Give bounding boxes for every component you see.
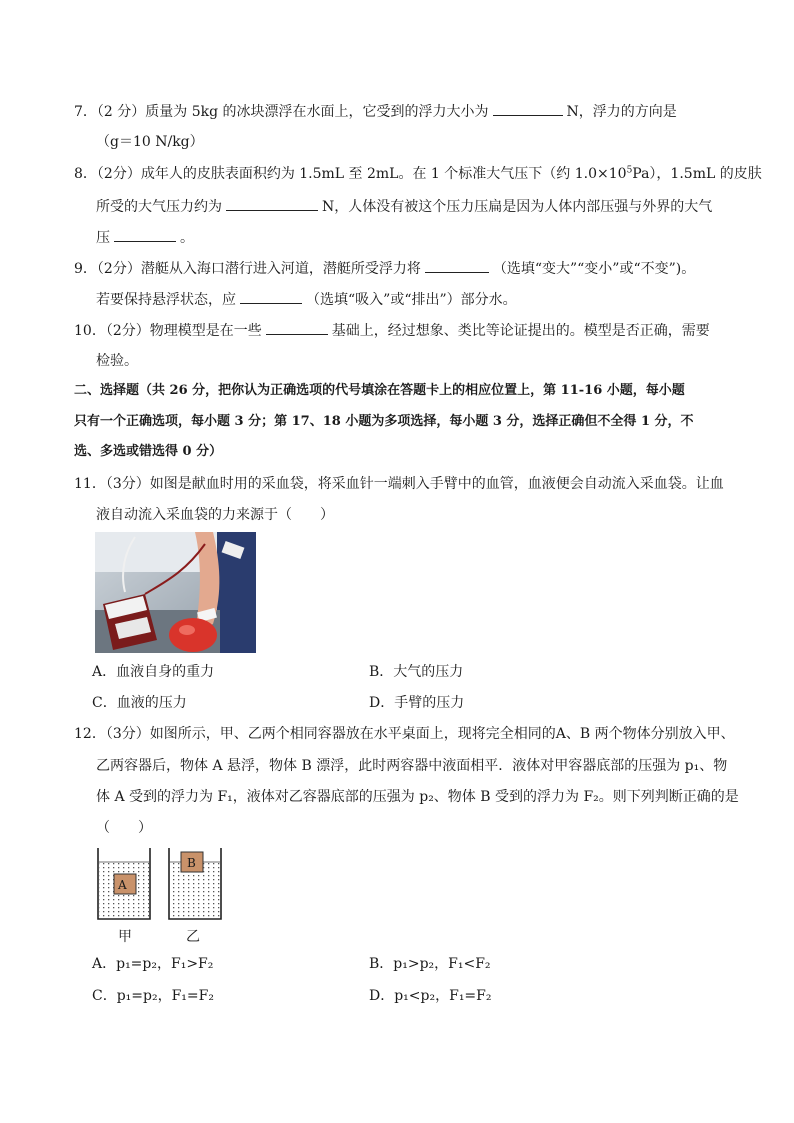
q10-line-1: 10．（2分）物理模型是在一些 基础上，经过想象、类比等论证提出的。模型是否正确，需要: [74, 320, 710, 341]
q9-blank-2[interactable]: [240, 289, 302, 304]
q7-line-2: （g＝10 N/kg）: [96, 134, 204, 150]
q9-line-1: 9．（2分）潜艇从入海口潜行进入河道，潜艇所受浮力将 （选填“变大”“变小”或“不变”)。: [74, 258, 695, 279]
q12-line-3: 体 A 受到的浮力为 F₁，液体对乙容器底部的压强为 p₂、物体 B 受到的浮力为 F₂。则下列判断正确的是: [96, 789, 739, 805]
q9-line-2: 若要保持悬浮状态，应 （选填“吸入”或“排出”）部分水。: [96, 289, 517, 310]
q8-line-2: 所受的大气压力约为 N，人体没有被这个压力压扁是因为人体内部压强与外界的大气: [96, 196, 712, 217]
q10-line-2: 检验。: [96, 353, 138, 369]
q11-option-d[interactable]: D．手臂的压力: [369, 695, 465, 711]
q12-option-d[interactable]: D．p₁<p₂，F₁=F₂: [369, 988, 492, 1004]
q8-blank-1[interactable]: [226, 196, 318, 211]
q8-line-3: 压 。: [96, 227, 194, 248]
container-jia-caption: 甲: [118, 929, 132, 945]
block-a-label: A: [118, 878, 127, 892]
q11-option-c[interactable]: C．血液的压力: [92, 695, 187, 711]
q11-line-1: 11．（3分）如图是献血时用的采血袋，将采血针一端刺入手臂中的血管，血液便会自动流入采血袋。让血: [74, 476, 724, 492]
q8-blank-2[interactable]: [114, 227, 176, 242]
q7-line-1: 7．（2 分）质量为 5kg 的冰块漂浮在水面上，它受到的浮力大小为 N，浮力的方向是: [74, 101, 677, 122]
q12-line-1: 12．（3分）如图所示，甲、乙两个相同容器放在水平桌面上，现将完全相同的A、B 两个物体分别放入甲、: [74, 726, 735, 742]
q8-line-1: 8．（2分）成年人的皮肤表面积约为 1.5mL 至 2mL。在 1 个标准大气压下（约 $1.0\times 10^5Pa$），1.5mL 的皮肤: [74, 165, 762, 182]
q11-option-a[interactable]: A．血液自身的重力: [92, 664, 215, 680]
q12-option-a[interactable]: A．p₁=p₂，F₁>F₂: [92, 956, 214, 972]
q12-line-4: （ ）: [96, 820, 152, 836]
section-2-heading-line-2: 只有一个正确选项，每小题 3 分；第 17、18 小题为多项选择，每小题 3 分，选择正确但不全得 1 分，不: [74, 414, 694, 429]
q12-option-c[interactable]: C．p₁=p₂，F₁=F₂: [92, 988, 214, 1004]
container-yi-caption: 乙: [186, 929, 200, 945]
q9-blank-1[interactable]: [425, 258, 489, 273]
q10-blank-1[interactable]: [266, 320, 328, 335]
q12-line-2: 乙两容器后，物体 A 悬浮，物体 B 漂浮，此时两容器中液面相平．液体对甲容器底部的压强为 p₁、物: [96, 758, 728, 774]
section-2-heading-line-3: 选、多选或错选得 0 分）: [74, 444, 223, 459]
q7-blank-1[interactable]: [493, 101, 563, 116]
q12-option-b[interactable]: B．p₁>p₂，F₁<F₂: [369, 956, 491, 972]
q11-line-2: 液自动流入采血袋的力来源于（ ）: [96, 507, 334, 523]
section-2-heading-line-1: 二、选择题（共 26 分，把你认为正确选项的代号填涂在答题卡上的相应位置上，第 11-16 小题，每小题: [74, 383, 685, 398]
blood-donation-photo: [95, 532, 256, 653]
container-diagram: [92, 846, 232, 945]
block-b-label: B: [187, 856, 196, 870]
q11-option-b[interactable]: B．大气的压力: [369, 664, 464, 680]
